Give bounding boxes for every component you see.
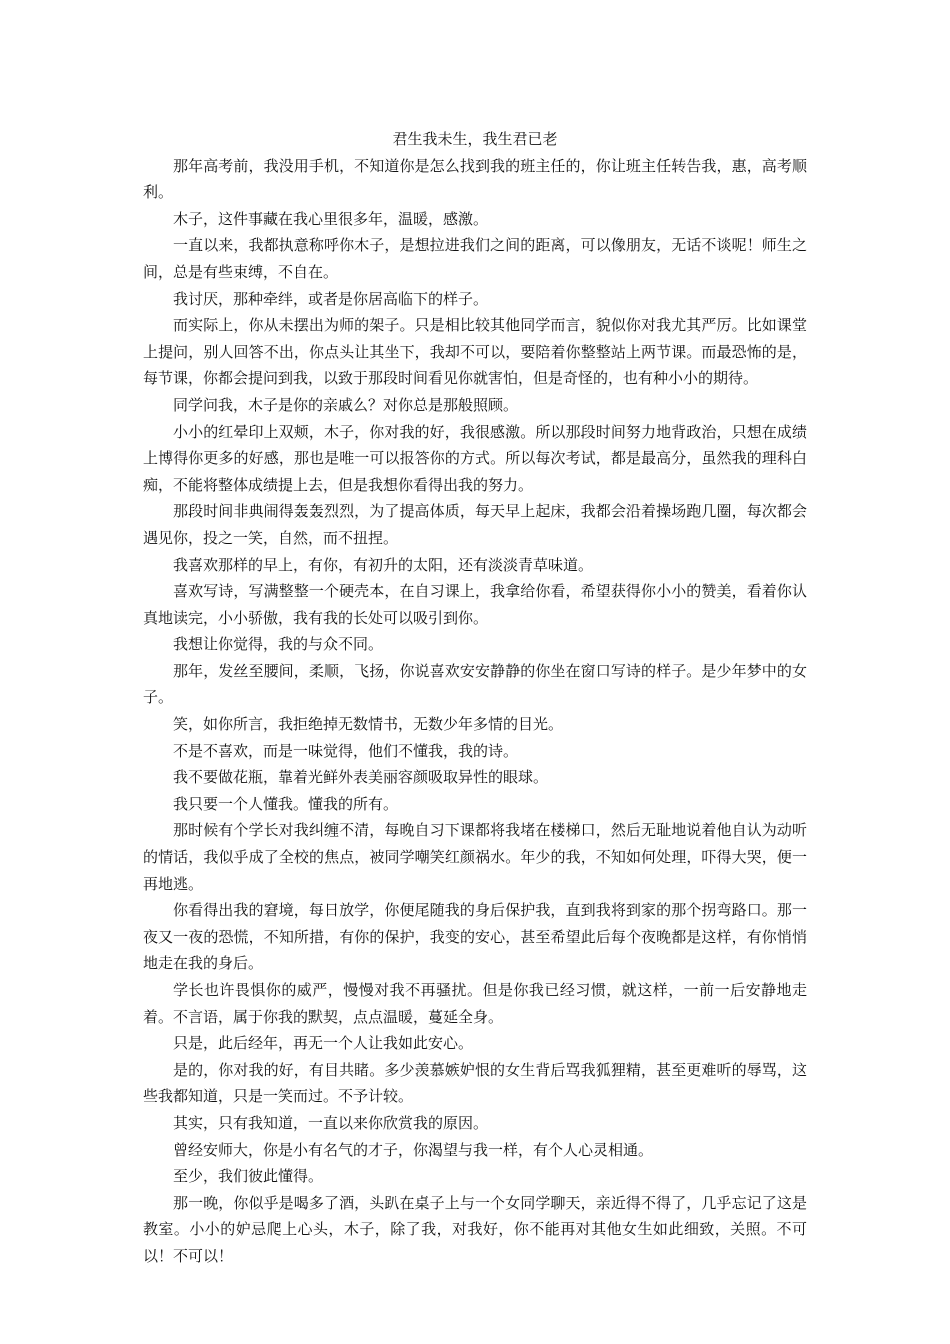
paragraph: 那时候有个学长对我纠缠不清，每晚自习下课都将我堵在楼梯口，然后无耻地说着他自认为动听的情话，我似乎成了全校的焦点，被同学嘲笑红颜祸水。年少的我，不知如何处理，吓得大哭，便一再地逃。 [143,821,807,893]
paragraph: 你看得出我的窘境，每日放学，你便尾随我的身后保护我，直到我将到家的那个拐弯路口。那一夜又一夜的恐慌，不知所措，有你的保护，我变的安心，甚至希望此后每个夜晚都是这样，有你悄悄地走在我的身后。 [143,901,807,973]
paragraph: 而实际上，你从未摆出为师的架子。只是相比较其他同学而言，貌似你对我尤其严厉。比如课堂上提问，别人回答不出，你点头让其坐下，我却不可以，要陪着你整整站上两节课。而最恐怖的是，每节课，你都会提问到我，以致于那段时间看见你就害怕，但是奇怪的，也有种小小的期待。 [143,316,807,388]
paragraph: 木子，这件事藏在我心里很多年，温暖，感激。 [173,209,489,228]
paragraph: 笑，如你所言，我拒绝掉无数情书，无数少年多情的目光。 [173,715,564,734]
paragraph: 至少，我们彼此懂得。 [173,1167,324,1186]
paragraph: 喜欢写诗，写满整整一个硬壳本，在自习课上，我拿给你看，希望获得你小小的赞美，看着你认真地读完，小小骄傲，我有我的长处可以吸引到你。 [143,582,807,627]
paragraph: 不是不喜欢，而是一味觉得，他们不懂我，我的诗。 [173,741,519,760]
paragraph: 我想让你觉得，我的与众不同。 [173,635,384,654]
paragraph: 小小的红晕印上双颊，木子，你对我的好，我很感激。所以那段时间努力地背政治，只想在成绩上博得你更多的好感，那也是唯一可以报答你的方式。所以每次考试，都是最高分，虽然我的理科白痴，不能将整体成绩提上去，但是我想你看得出我的努力。 [143,422,807,494]
paragraph: 那段时间非典闹得轰轰烈烈，为了提高体质，每天早上起床，我都会沿着操场跑几圈，每次都会遇见你，投之一笑，自然，而不扭捏。 [143,502,807,547]
paragraph: 我只要一个人懂我。懂我的所有。 [173,794,399,813]
paragraph: 那年高考前，我没用手机，不知道你是怎么找到我的班主任的，你让班主任转告我，惠，高考顺利。 [143,156,807,202]
paragraph: 学长也许畏惧你的威严，慢慢对我不再骚扰。但是你我已经习惯，就这样，一前一后安静地走着。不言语，属于你我的默契，点点温暖，蔓延全身。 [143,981,807,1026]
paragraph: 是的，你对我的好，有目共睹。多少羡慕嫉妒恨的女生背后骂我狐狸精，甚至更难听的辱骂，这些我都知道，只是一笑而过。不予计较。 [143,1060,807,1106]
paragraph: 一直以来，我都执意称呼你木子，是想拉进我们之间的距离，可以像朋友，无话不谈呢！师生之间，总是有些束缚，不自在。 [143,236,807,281]
paragraph: 曾经安师大，你是小有名气的才子，你渴望与我一样，有个人心灵相通。 [173,1140,654,1159]
paragraph: 那一晚，你似乎是喝多了酒，头趴在桌子上与一个女同学聊天，亲近得不得了，几乎忘记了这是教室。小小的妒忌爬上心头，木子，除了我，对我好，你不能再对其他女生如此细致，关照。不可以！不可以！ [143,1193,807,1265]
paragraph: 那年，发丝至腰间，柔顺，飞扬，你说喜欢安安静静的你坐在窗口写诗的样子。是少年梦中的女子。 [143,661,807,707]
document-body [143,126,807,1270]
paragraph: 我讨厌，那种牵绊，或者是你居高临下的样子。 [173,289,489,308]
paragraph: 同学问我，木子是你的亲戚么？对你总是那般照顾。 [173,395,519,414]
paragraph: 只是，此后经年，再无一个人让我如此安心。 [173,1034,474,1053]
document-title: 君生我未生，我生君已老 [392,130,558,148]
paragraph: 我喜欢那样的早上，有你，有初升的太阳，还有淡淡青草味道。 [173,555,594,574]
paragraph: 其实，只有我知道，一直以来你欣赏我的原因。 [173,1113,489,1132]
paragraph: 我不要做花瓶，靠着光鲜外表美丽容颜吸取异性的眼球。 [173,768,549,787]
